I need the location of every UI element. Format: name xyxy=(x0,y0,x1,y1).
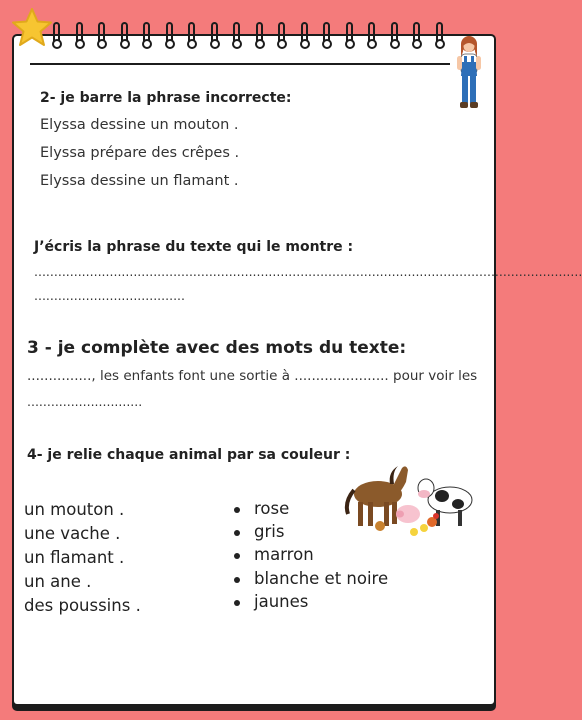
fill-in-line-1[interactable]: ..............., les enfants font une sortie à ...................... pour voir les xyxy=(27,368,478,384)
sentence-3[interactable]: Elyssa dessine un flamant . xyxy=(40,173,239,189)
color-item[interactable]: blanche et noire xyxy=(254,569,389,588)
animal-item[interactable]: un mouton . xyxy=(24,500,125,519)
color-item[interactable]: rose xyxy=(254,499,290,518)
animal-item[interactable]: une vache . xyxy=(24,524,121,543)
color-item[interactable]: gris xyxy=(254,522,285,541)
spiral-ring xyxy=(75,22,85,52)
color-item[interactable]: jaunes xyxy=(254,592,309,611)
animal-item[interactable]: des poussins . xyxy=(24,596,141,615)
section-3-title: 3 - je complète avec des mots du texte: xyxy=(27,338,407,358)
fill-in-line-2[interactable]: ............................. xyxy=(27,394,143,409)
spiral-ring xyxy=(300,22,310,52)
animal-item[interactable]: un flamant . xyxy=(24,548,125,567)
section-2-title: 2- je barre la phrase incorrecte: xyxy=(40,90,292,106)
sentence-1[interactable]: Elyssa dessine un mouton . xyxy=(40,117,239,133)
spiral-ring xyxy=(322,22,332,52)
bullet xyxy=(234,553,240,559)
bullet xyxy=(234,600,240,606)
answer-line-1[interactable]: .......................................................................................................................................... xyxy=(34,264,582,279)
spiral-ring xyxy=(210,22,220,52)
bullet xyxy=(234,577,240,583)
farm-animals-illustration xyxy=(340,462,480,540)
sentence-2[interactable]: Elyssa prépare des crêpes . xyxy=(40,145,240,161)
spiral-ring xyxy=(142,22,152,52)
spiral-ring xyxy=(255,22,265,52)
spiral-ring xyxy=(435,22,445,52)
color-item[interactable]: marron xyxy=(254,545,314,564)
spiral-ring xyxy=(412,22,422,52)
spiral-ring xyxy=(97,22,107,52)
header-rule xyxy=(30,63,450,65)
spiral-ring xyxy=(120,22,130,52)
spiral-ring xyxy=(367,22,377,52)
bullet xyxy=(234,530,240,536)
answer-line-2[interactable]: ...................................... xyxy=(34,288,185,303)
spiral-ring xyxy=(187,22,197,52)
spiral-ring xyxy=(345,22,355,52)
spiral-ring xyxy=(390,22,400,52)
spiral-ring xyxy=(165,22,175,52)
farmer-girl-illustration xyxy=(448,34,490,114)
star-icon xyxy=(10,6,54,50)
animal-item[interactable]: un ane . xyxy=(24,572,92,591)
phrase-prompt-title: J’écris la phrase du texte qui le montre : xyxy=(34,239,354,255)
spiral-ring xyxy=(232,22,242,52)
section-4-title: 4- je relie chaque animal par sa couleur : xyxy=(27,447,351,463)
bullet xyxy=(234,507,240,513)
spiral-binding xyxy=(0,18,509,58)
spiral-ring xyxy=(277,22,287,52)
